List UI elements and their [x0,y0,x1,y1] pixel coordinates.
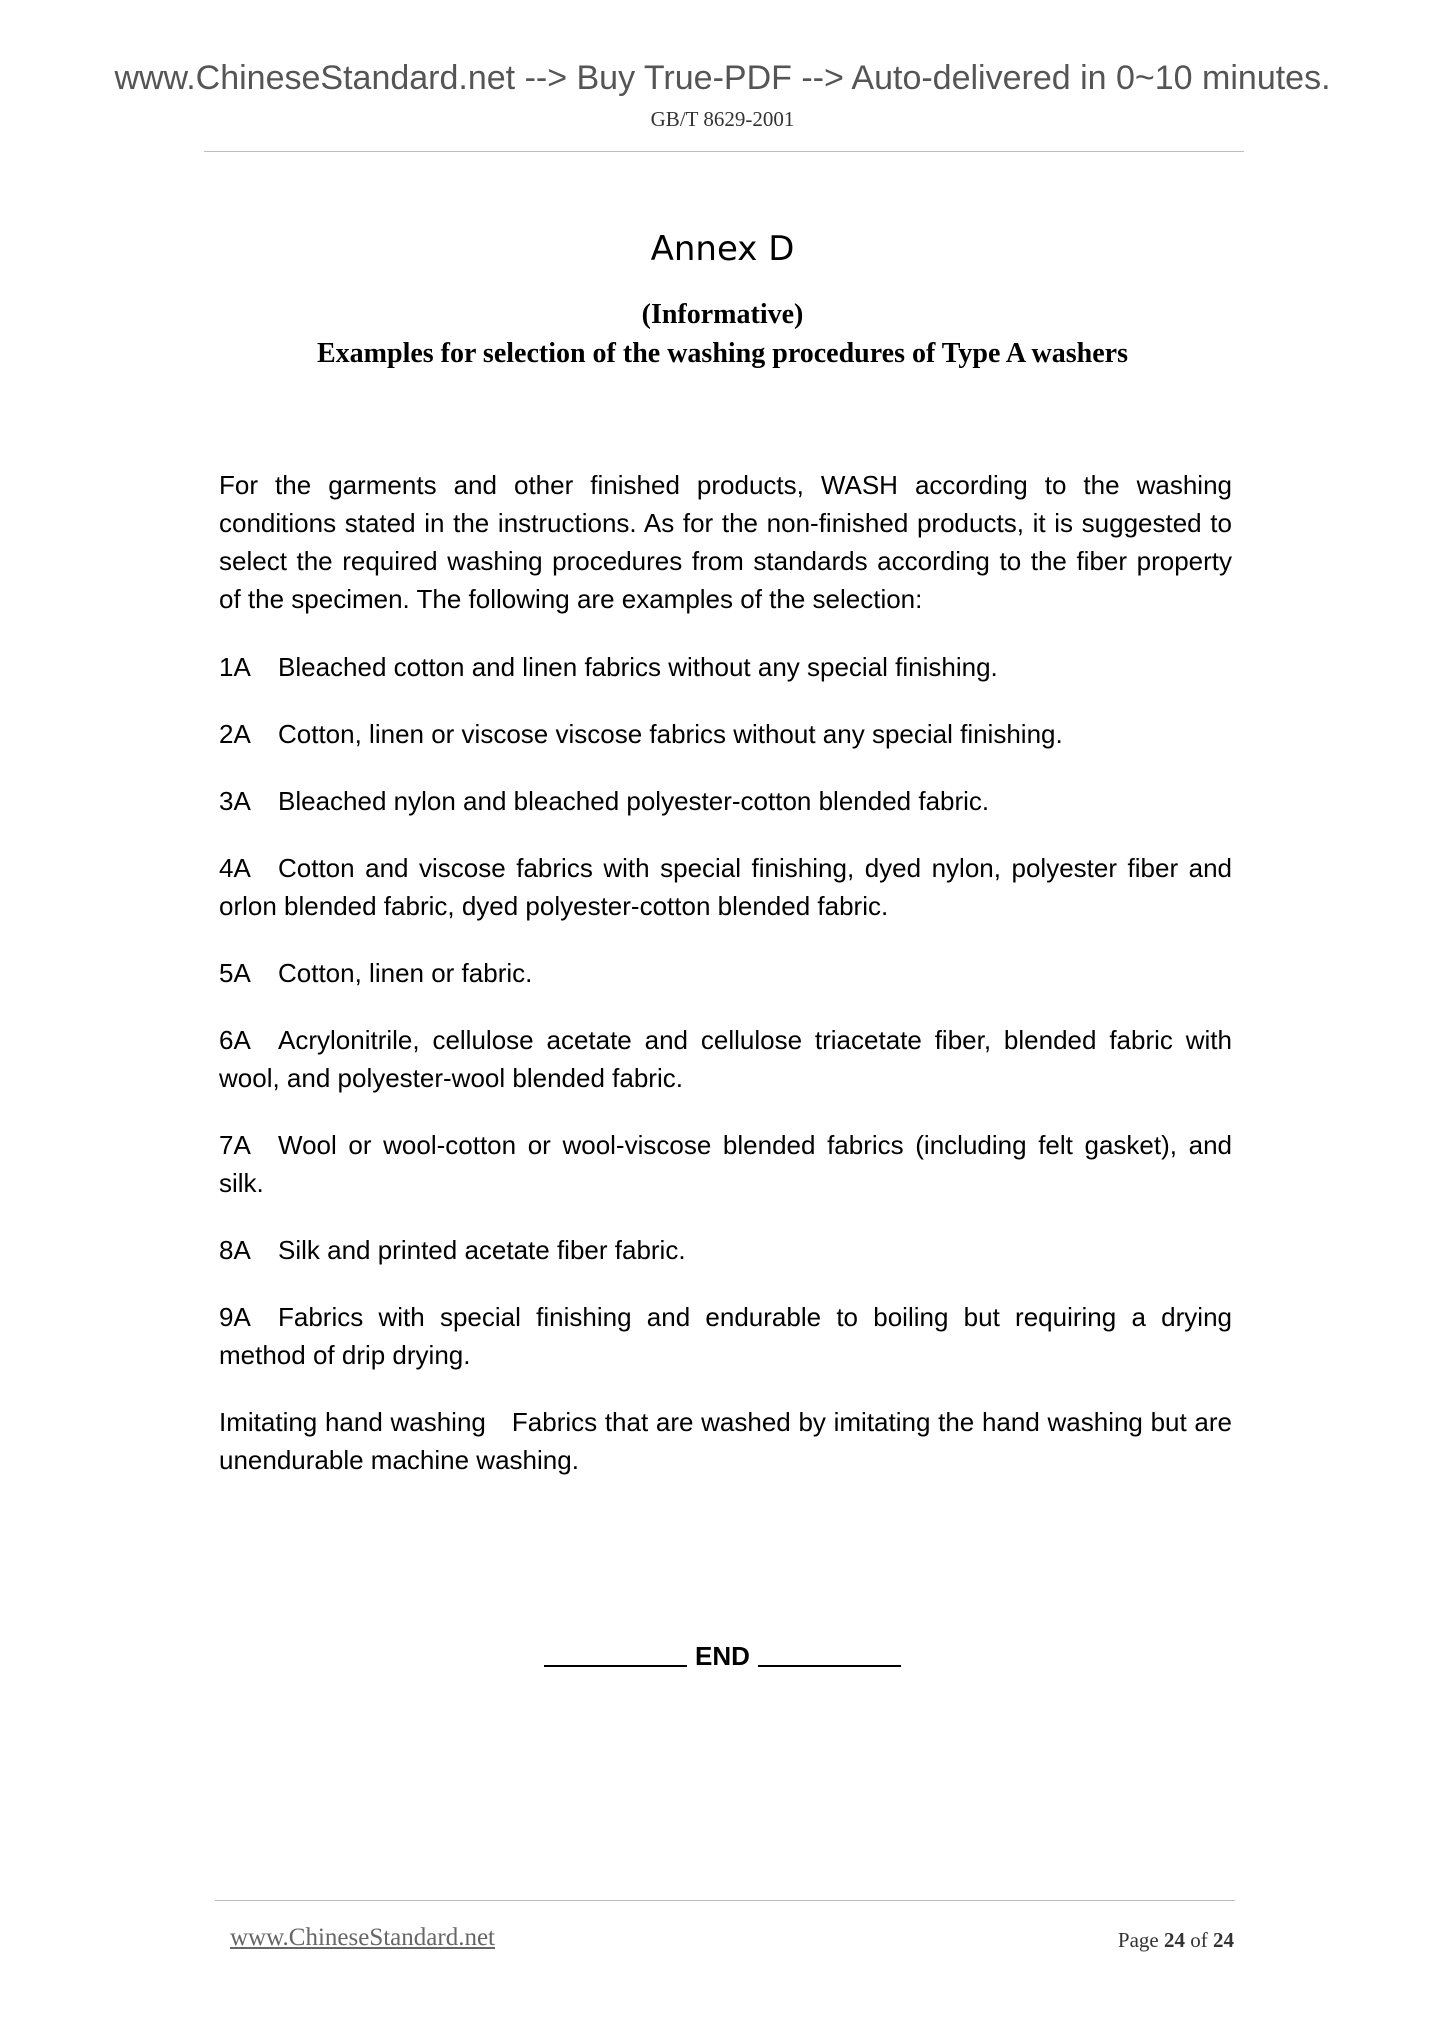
page-current: 24 [1164,1928,1185,1952]
annex-subtitle: Examples for selection of the washing procedures of Type A washers [317,338,1128,369]
item-text: Bleached cotton and linen fabrics without any special finishing. [278,652,998,682]
imitating-label: Imitating hand washing [219,1407,486,1437]
item-text: Fabrics with special finishing and endurable to boiling but requiring a drying method of drip drying. [219,1302,1232,1370]
item-code: 7A [219,1130,251,1160]
end-line-right [758,1665,901,1667]
item-text: Cotton and viscose fabrics with special finishing, dyed nylon, polyester fiber and orlon blended fabric, dyed polyester-cotton blended fabric. [219,853,1232,921]
item-text: Silk and printed acetate fiber fabric. [278,1235,686,1265]
list-item [219,648,1232,686]
footer-divider [215,1900,1235,1901]
list-item [219,1021,1232,1097]
end-marker [0,1640,1445,1672]
annex-title: Annex D [650,229,795,269]
page-prefix: Page [1117,1928,1159,1952]
annex-type: (Informative) [641,299,804,330]
list-item [219,715,1232,753]
item-code: 1A [219,652,251,682]
top-banner[interactable]: www.ChineseStandard.net --> Buy True-PDF --> Auto-delivered in 0~10 minutes. [114,59,1331,97]
item-code: 4A [219,853,251,883]
intro-paragraph: For the garments and other finished products, WASH according to the washing conditions stated in the instructions. As for the non-finished products, it is suggested to select the required washing procedures from standards according to the fiber property of the specimen. The following are examples of the selection: [219,470,1232,614]
imitating-text: Fabrics that are washed by imitating the hand washing but are unendurable machine washing. [219,1407,1232,1475]
item-code: 5A [219,958,251,988]
item-text: Bleached nylon and bleached polyester-cotton blended fabric. [278,786,990,816]
item-code: 9A [219,1302,251,1332]
item-code: 6A [219,1025,251,1055]
list-item [219,1298,1232,1374]
footer-website-link[interactable]: www.ChineseStandard.net [230,1924,495,1951]
list-item [219,1231,1232,1269]
item-text: Acrylonitrile, cellulose acetate and cellulose triacetate fiber, blended fabric with wool, and polyester-wool blended fabric. [219,1025,1232,1093]
annex-body [219,466,1232,1508]
end-text: END [695,1641,750,1671]
item-text: Wool or wool-cotton or wool-viscose blended fabrics (including felt gasket), and silk. [219,1130,1232,1198]
item-code: 8A [219,1235,251,1265]
page-of: of [1190,1928,1208,1952]
item-text: Cotton, linen or fabric. [278,958,533,988]
list-item [219,782,1232,820]
page-number [1000,1926,1234,1954]
page-total: 24 [1213,1928,1234,1952]
imitating-hand-washing-item [219,1403,1232,1479]
header-divider [204,151,1244,152]
list-item [219,1126,1232,1202]
list-item [219,954,1232,992]
standard-code: GB/T 8629-2001 [650,107,795,131]
item-text: Cotton, linen or viscose viscose fabrics without any special finishing. [278,719,1063,749]
list-item [219,849,1232,925]
item-code: 2A [219,719,251,749]
end-line-left [544,1665,687,1667]
item-code: 3A [219,786,251,816]
